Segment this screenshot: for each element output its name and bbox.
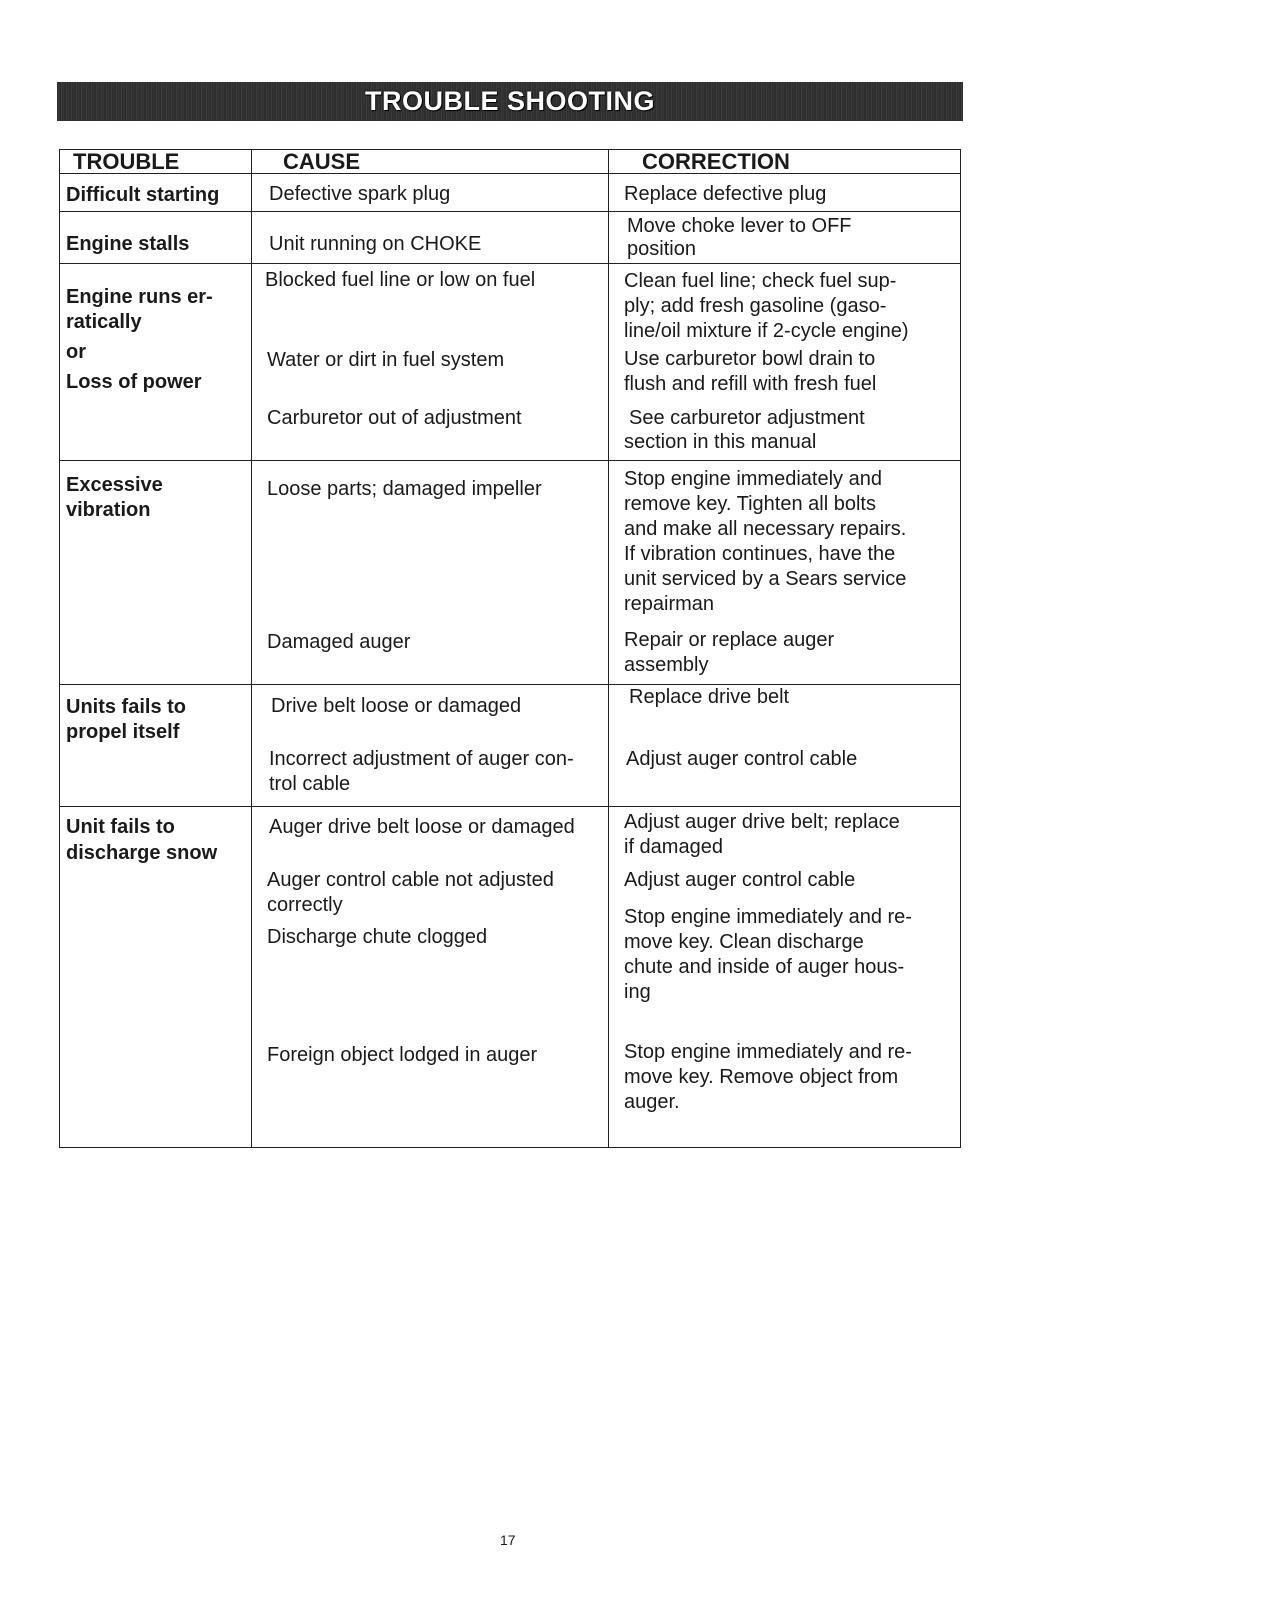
correction-text: Move choke lever to OFF — [627, 215, 852, 237]
column-divider — [608, 150, 609, 1147]
correction-text: Clean fuel line; check fuel sup- — [624, 270, 897, 292]
cause-text: Unit running on CHOKE — [269, 233, 482, 255]
cause-text: Blocked fuel line or low on fuel — [265, 269, 536, 291]
cause-text: Drive belt loose or damaged — [271, 695, 522, 717]
cause-text: Damaged auger — [267, 631, 411, 653]
cause-text: Discharge chute clogged — [267, 926, 488, 948]
correction-text: position — [627, 238, 696, 260]
trouble-label: Excessive — [66, 474, 163, 496]
trouble-label: Engine runs er- — [66, 286, 213, 308]
row-divider — [60, 806, 960, 807]
cause-text: Defective spark plug — [269, 183, 451, 205]
page-number: 17 — [500, 1532, 516, 1548]
cause-text: Carburetor out of adjustment — [267, 407, 522, 429]
header-correction: CORRECTION — [642, 149, 790, 174]
trouble-label: Engine stalls — [66, 233, 190, 255]
correction-text: ing — [624, 981, 651, 1003]
correction-text: repairman — [624, 593, 715, 615]
correction-text: Replace drive belt — [629, 686, 790, 708]
correction-text: and make all necessary repairs. — [624, 518, 907, 540]
correction-text: Adjust auger control cable — [624, 869, 856, 891]
correction-text: line/oil mixture if 2-cycle engine) — [624, 320, 909, 342]
correction-text: auger. — [624, 1091, 680, 1113]
correction-text: chute and inside of auger hous- — [624, 956, 905, 978]
correction-text: remove key. Tighten all bolts — [624, 493, 876, 515]
row-divider — [60, 684, 960, 685]
correction-text: Stop engine immediately and re- — [624, 906, 912, 928]
correction-text: Stop engine immediately and re- — [624, 1041, 912, 1063]
cause-text: Incorrect adjustment of auger con- — [269, 748, 574, 770]
header-cause: CAUSE — [283, 149, 361, 174]
header-trouble: TROUBLE — [73, 149, 180, 174]
correction-text: Adjust auger drive belt; replace — [624, 811, 900, 833]
correction-text: Adjust auger control cable — [626, 748, 858, 770]
cause-text: Water or dirt in fuel system — [267, 349, 505, 371]
trouble-label: or — [66, 341, 86, 363]
cause-text: Foreign object lodged in auger — [267, 1044, 538, 1066]
troubleshooting-table — [59, 149, 961, 1148]
correction-text: if damaged — [624, 836, 723, 858]
trouble-label: vibration — [66, 499, 151, 521]
cause-text: correctly — [267, 894, 343, 916]
correction-text: assembly — [624, 654, 709, 676]
header-divider — [60, 173, 960, 174]
correction-text: See carburetor adjustment — [629, 407, 865, 429]
cause-text: trol cable — [269, 773, 351, 795]
trouble-label: ratically — [66, 311, 142, 333]
correction-text: move key. Remove object from — [624, 1066, 899, 1088]
correction-text: ply; add fresh gasoline (gaso- — [624, 295, 887, 317]
correction-text: move key. Clean discharge — [624, 931, 864, 953]
correction-text: Use carburetor bowl drain to — [624, 348, 876, 370]
row-divider — [60, 460, 960, 461]
correction-text: Stop engine immediately and — [624, 468, 882, 490]
cause-text: Auger control cable not adjusted — [267, 869, 554, 891]
trouble-label: Loss of power — [66, 371, 202, 393]
correction-text: Replace defective plug — [624, 183, 827, 205]
correction-text: Repair or replace auger — [624, 629, 835, 651]
cause-text: Auger drive belt loose or damaged — [269, 816, 575, 838]
correction-text: If vibration continues, have the — [624, 543, 896, 565]
trouble-label: propel itself — [66, 721, 180, 743]
trouble-label: Difficult starting — [66, 184, 220, 206]
row-divider — [60, 263, 960, 264]
section-banner — [57, 82, 963, 121]
section-title: TROUBLE SHOOTING — [365, 86, 655, 116]
cause-text: Loose parts; damaged impeller — [267, 478, 542, 500]
trouble-label: Unit fails to — [66, 816, 175, 838]
trouble-label: Units fails to — [66, 696, 187, 718]
correction-text: section in this manual — [624, 431, 817, 453]
correction-text: unit serviced by a Sears service — [624, 568, 907, 590]
row-divider — [60, 211, 960, 212]
trouble-label: discharge snow — [66, 842, 218, 864]
correction-text: flush and refill with fresh fuel — [624, 373, 877, 395]
column-divider — [251, 150, 252, 1147]
